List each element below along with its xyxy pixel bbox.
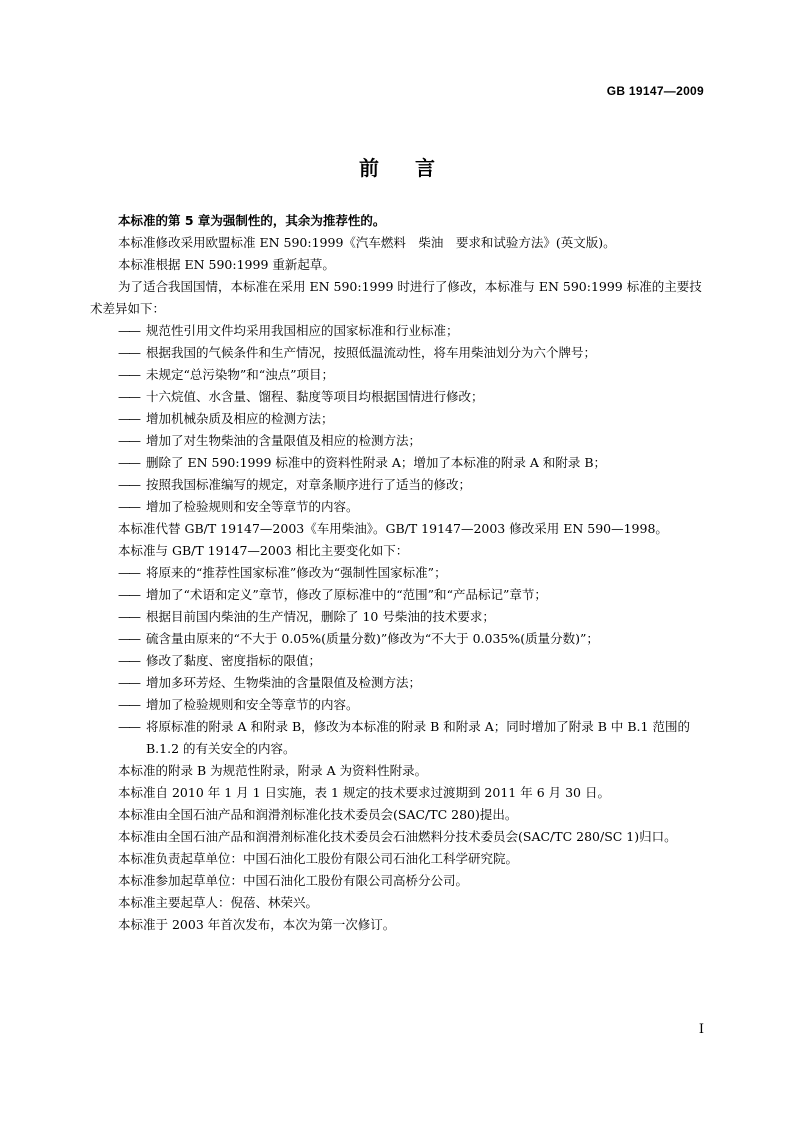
list-item: —— 增加了检验规则和安全等章节的内容。 — [90, 694, 708, 716]
dash-mark: —— — [118, 411, 139, 426]
list-item: —— 十六烷值、水含量、馏程、黏度等项目均根据国情进行修改； — [90, 386, 708, 408]
dash-mark: —— — [118, 433, 139, 448]
dash-mark: —— — [118, 565, 139, 580]
paragraph-drafting: 本标准根据 EN 590:1999 重新起草。 — [118, 257, 335, 272]
paragraph-proposed-by: 本标准由全国石油产品和润滑剂标准化技术委员会(SAC/TC 280)提出。 — [118, 807, 518, 822]
dash-mark: —— — [118, 323, 139, 338]
list-item: —— 修改了黏度、密度指标的限值； — [90, 650, 708, 672]
standard-code: GB 19147—2009 — [606, 84, 704, 98]
list-item: —— 删除了 EN 590:1999 标准中的资料性附录 A；增加了本标准的附录 A 和附录 B； — [90, 452, 708, 474]
paragraph-changes-intro: 本标准与 GB/T 19147—2003 相比主要变化如下： — [118, 543, 409, 558]
dash-mark: —— — [118, 587, 139, 602]
paragraph-mandatory: 本标准的第 5 章为强制性的，其余为推荐性的。 — [118, 213, 386, 228]
dash-mark: —— — [118, 697, 139, 712]
list-item: —— 增加机械杂质及相应的检测方法； — [90, 408, 708, 430]
paragraph-administered-by: 本标准由全国石油产品和润滑剂标准化技术委员会石油燃料分技术委员会(SAC/TC 280/SC 1)归口。 — [118, 829, 677, 844]
dash-mark: —— — [118, 631, 139, 646]
dash-mark: —— — [118, 609, 139, 624]
page-number: I — [698, 1022, 704, 1037]
paragraph-appendices: 本标准的附录 B 为规范性附录，附录 A 为资料性附录。 — [118, 763, 428, 778]
paragraph-participating-drafter: 本标准参加起草单位：中国石油化工股份有限公司高桥分公司。 — [118, 873, 469, 888]
dash-mark: —— — [118, 499, 139, 514]
list-item: —— 根据目前国内柴油的生产情况，删除了 10 号柴油的技术要求； — [90, 606, 708, 628]
list-item: —— 未规定“总污染物”和“浊点”项目； — [90, 364, 708, 386]
list-item: —— 增加多环芳烃、生物柴油的含量限值及检测方法； — [90, 672, 708, 694]
dash-mark: —— — [118, 653, 139, 668]
list-item: —— 增加了“术语和定义”章节，修改了原标准中的“范围”和“产品标记”章节； — [90, 584, 708, 606]
list-item: —— 按照我国标准编写的规定，对章条顺序进行了适当的修改； — [90, 474, 708, 496]
list-item: —— 硫含量由原来的“不大于 0.05%(质量分数)”修改为“不大于 0.035%(质量分数)”； — [90, 628, 708, 650]
dash-mark: —— — [118, 675, 139, 690]
paragraph-replaces: 本标准代替 GB/T 19147—2003《车用柴油》。GB/T 19147—2003 修改采用 EN 590—1998。 — [118, 521, 668, 536]
paragraph-history: 本标准于 2003 年首次发布，本次为第一次修订。 — [118, 917, 396, 932]
paragraph-drafters: 本标准主要起草人：倪蓓、林荣兴。 — [118, 895, 319, 910]
dash-mark: —— — [118, 455, 139, 470]
list-item: —— 增加了检验规则和安全等章节的内容。 — [90, 496, 708, 518]
page-title: 前言 — [359, 156, 471, 180]
paragraph-adoption: 本标准修改采用欧盟标准 EN 590:1999《汽车燃料 柴油 要求和试验方法》(英文版)。 — [118, 235, 616, 250]
dash-mark: —— — [118, 345, 139, 360]
list-item: —— 将原来的“推荐性国家标准”修改为“强制性国家标准”； — [90, 562, 708, 584]
dash-mark: —— — [118, 367, 139, 382]
list-item: —— 规范性引用文件均采用我国相应的国家标准和行业标准； — [90, 320, 708, 342]
dash-mark: —— — [118, 477, 139, 492]
document-body — [90, 210, 708, 936]
dash-mark: —— — [118, 719, 139, 734]
paragraph-lead-drafter: 本标准负责起草单位：中国石油化工股份有限公司石油化工科学研究院。 — [118, 851, 519, 866]
paragraph-effective-date: 本标准自 2010 年 1 月 1 日实施，表 1 规定的技术要求过渡期到 2011 年 6 月 30 日。 — [118, 785, 610, 800]
list-item: —— 将原标准的附录 A 和附录 B，修改为本标准的附录 B 和附录 A；同时增加了附录 B 中 B.1 范围的 B.1.2 的有关安全的内容。 — [90, 716, 708, 760]
list-item: —— 增加了对生物柴油的含量限值及相应的检测方法； — [90, 430, 708, 452]
dash-mark: —— — [118, 389, 139, 404]
paragraph-differences-intro: 为了适合我国国情，本标准在采用 EN 590:1999 时进行了修改，本标准与 EN 590:1999 标准的主要技术差异如下： — [90, 279, 702, 316]
list-item: —— 根据我国的气候条件和生产情况，按照低温流动性，将车用柴油划分为六个牌号； — [90, 342, 708, 364]
